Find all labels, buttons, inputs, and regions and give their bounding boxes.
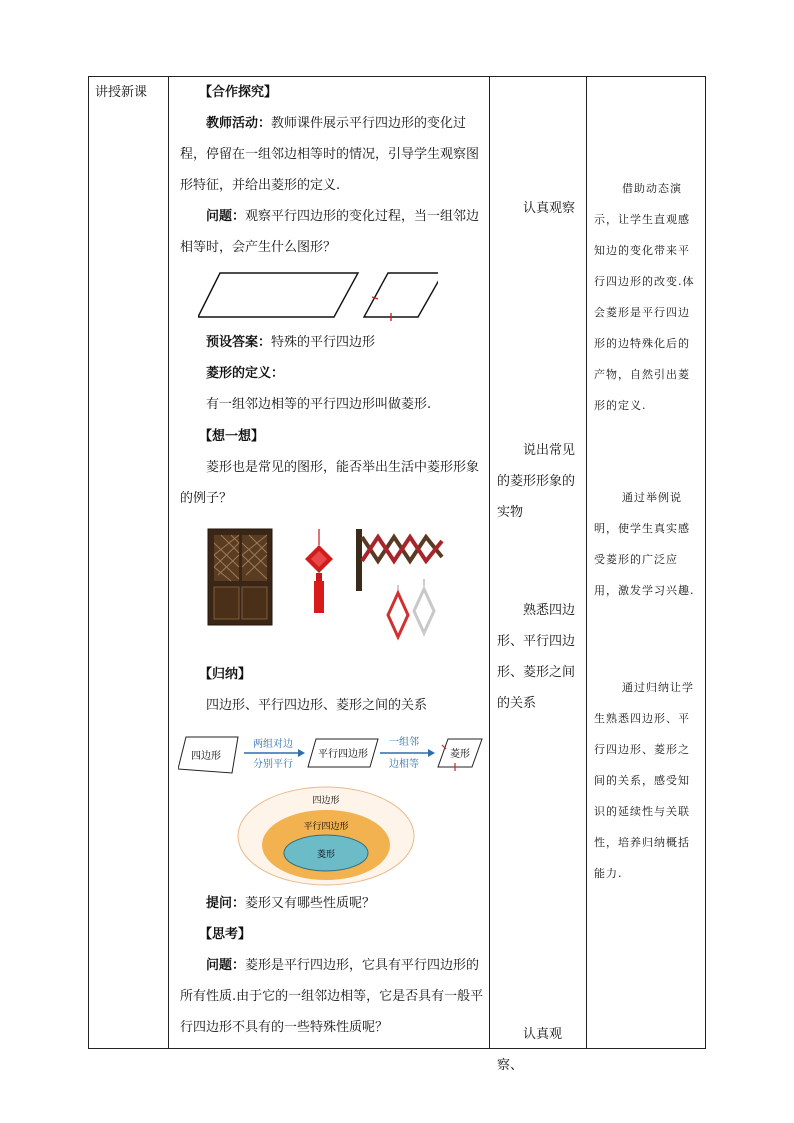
student-activity-1: 认真观察 [523,201,576,216]
rhombus-definition-text: 有一组邻边相等的平行四边形叫做菱形. [206,397,432,412]
equal-side-tick [372,297,378,299]
teacher-activity-text: 教师课件展示平行四边形的变化过程，停留在一组邻边相等时的情况，引导学生观察图形特征，并给出菱形的定义. [180,116,480,193]
parallelogram-figures [198,267,438,327]
think-paragraph [180,452,486,514]
ask-label: 提问： [206,896,246,911]
rhombus-shape [364,273,438,317]
student-activity-2: 说出常见的菱形形象的实物 [497,443,576,520]
stage-label: 讲授新课 [95,85,148,100]
flow-box-quadrilateral: 四边形 [191,751,221,762]
venn-outer-label: 四边形 [312,796,340,806]
reflect-text: 菱形是平行四边形，它具有平行四边形的所有性质.由于它的一组邻边相等，它是否具有一般平行四边形不具有的一些特殊性质呢？ [180,958,484,1035]
lesson-table [88,76,706,1073]
flow-arrow1-bottom: 分别平行 [253,759,293,770]
teacher-activity-label: 教师活动： [206,116,272,131]
preset-answer-text: 特殊的平行四边形 [271,335,376,350]
preset-answer-paragraph [180,327,486,358]
flow-arrow2-top: 一组邻 [389,737,419,748]
flow-box-rhombus: 菱形 [450,749,470,760]
ask-paragraph [180,888,486,919]
venn-inner-label: 菱形 [316,850,336,860]
arrow-head-icon [298,749,305,757]
stage-column [89,77,168,1048]
venn-middle-label: 平行四边形 [303,822,349,832]
heading-reflect: 【思考】 [199,927,252,942]
rhombus-earrings-image [388,579,434,637]
teacher-activity-paragraph [180,108,486,201]
design-intent-3: 通过归纳让学生熟悉四边形、平行四边形、菱形之间的关系，感受知识的延续性与关联性，培养归纳概括能力. [594,681,694,880]
design-intent-2: 通过举例说明，使学生真实感受菱形的广泛应用，激发学习兴趣. [594,491,695,597]
teaching-content-column [168,77,489,1048]
parallelogram-shape [198,273,358,317]
summary-text: 四边形、平行四边形、菱形之间的关系 [206,698,428,713]
relationship-flow-diagram [178,729,488,779]
rhombus-definition-heading: 菱形的定义： [206,366,285,381]
question-text: 观察平行四边形的变化过程，当一组邻边相等时，会产生什么图形？ [180,209,480,255]
student-activity-3: 熟悉四边形、平行四边形、菱形之间的关系 [497,603,576,711]
rhombus-examples-image [206,527,456,652]
ask-text: 菱形又有哪些性质呢？ [245,896,376,911]
flow-arrow2-bottom: 边相等 [389,759,419,770]
question-label: 问题： [206,209,246,224]
heading-cooperative-explore: 【合作探究】 [199,85,278,100]
lattice-door-image [208,529,272,625]
heading-think: 【想一想】 [199,429,265,444]
heading-summary: 【归纳】 [199,667,252,682]
reflect-label: 问题： [206,958,246,973]
design-intent-column [586,77,707,1048]
question-paragraph [180,201,486,263]
flow-box-parallelogram: 平行四边形 [318,749,368,760]
relationship-venn-diagram [236,785,416,887]
student-activity-4: 认真观察、 [497,1027,563,1073]
preset-answer-label: 预设答案： [206,335,272,350]
chinese-knot-image [305,529,333,613]
reflect-paragraph [180,950,486,1043]
scissor-rack-image [356,529,442,591]
design-intent-1: 借助动态演示，让学生直观感知边的变化带来平行四边形的改变.体会菱形是平行四边形的边特殊化后的产物，自然引出菱形的定义. [594,182,695,412]
student-activity-column [489,77,586,1073]
arrow-head-icon [428,749,435,757]
flow-arrow1-top: 两组对边 [253,739,293,750]
summary-paragraph [180,690,486,721]
think-text: 菱形也是常见的图形，能否举出生活中菱形形象的例子？ [180,460,480,506]
